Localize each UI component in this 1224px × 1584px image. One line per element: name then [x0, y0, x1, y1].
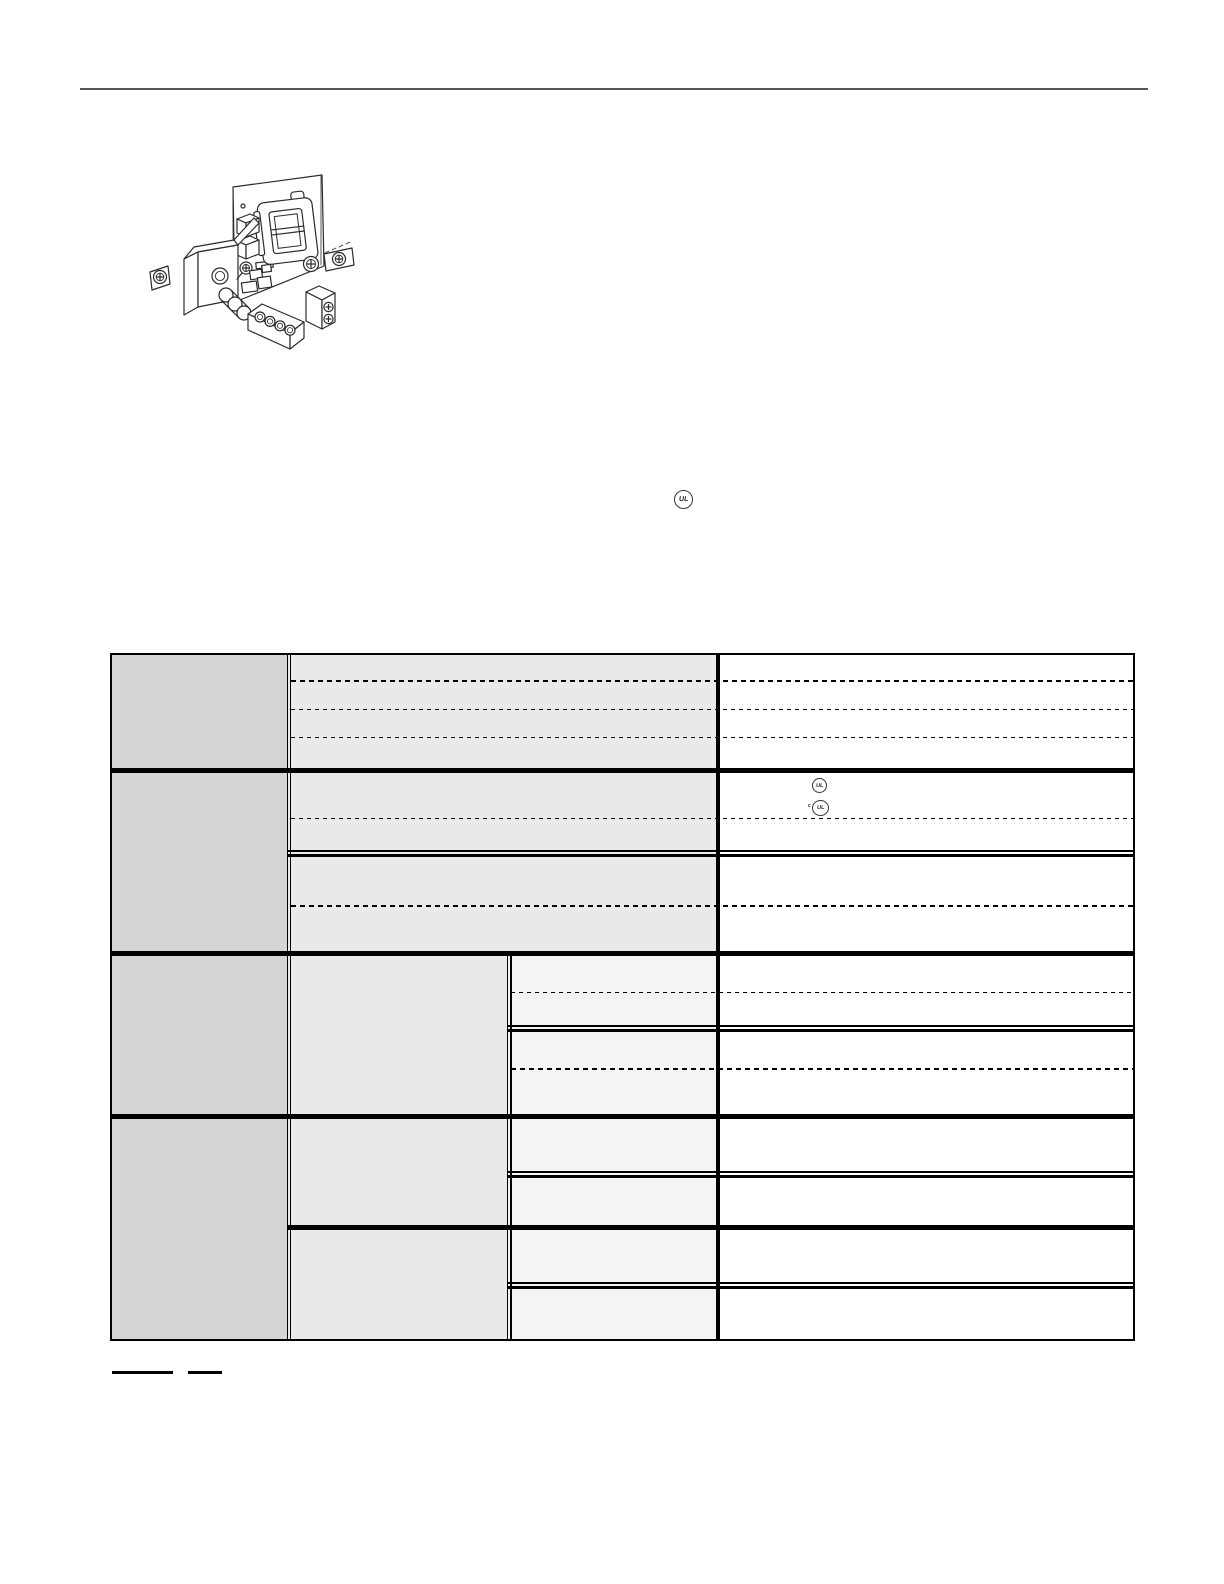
row-divider-dashed	[291, 905, 1133, 907]
footnote-underline-1	[112, 1371, 173, 1374]
row-divider-double	[508, 1171, 1135, 1173]
row-divider-double	[288, 850, 1135, 852]
row-divider-dashed	[511, 1068, 1133, 1070]
row-divider-double	[288, 854, 1135, 857]
row-divider-dashed	[291, 818, 1133, 819]
ul-listed-mark-text: UL	[678, 496, 689, 503]
row-divider-double	[508, 1175, 1135, 1178]
col1-col2-divider	[287, 653, 288, 1341]
col2-col3-divider	[507, 953, 508, 1341]
col3-col4-divider	[716, 653, 720, 1341]
row-divider-double	[508, 1025, 1135, 1027]
row-divider-dashed	[511, 992, 1133, 993]
table-border-left	[110, 653, 112, 1341]
section-divider	[110, 1114, 1135, 1119]
row-divider-dashed	[291, 737, 1133, 738]
table-border-right	[1133, 653, 1135, 1341]
section-divider	[110, 768, 1135, 773]
row-divider-double	[508, 1282, 1135, 1284]
cul-listed-mark-table	[808, 800, 829, 816]
table-border-bottom	[110, 1339, 1135, 1341]
ul-listed-mark-table-text: UL	[815, 782, 824, 789]
col1-col2-divider	[290, 653, 291, 1341]
table-col2-upper-cells	[288, 653, 717, 953]
row-divider-double	[508, 1286, 1135, 1289]
col2-col3-divider	[510, 953, 512, 1341]
table-col2-lower-cells	[288, 953, 508, 1341]
row-divider-dashed	[291, 709, 1133, 710]
section-divider	[110, 951, 1135, 956]
table-col1-column	[111, 653, 288, 1341]
ul-listed-mark-table	[812, 778, 827, 793]
cul-listed-mark-prefix: c	[808, 803, 811, 809]
row-divider-dashed	[291, 680, 1133, 682]
row-divider-double	[508, 1029, 1135, 1032]
table-border-top	[110, 653, 1135, 655]
footnote-underline-2	[188, 1371, 222, 1374]
cul-listed-mark-text: UL	[816, 805, 825, 811]
row-divider-thick	[288, 1225, 1135, 1230]
